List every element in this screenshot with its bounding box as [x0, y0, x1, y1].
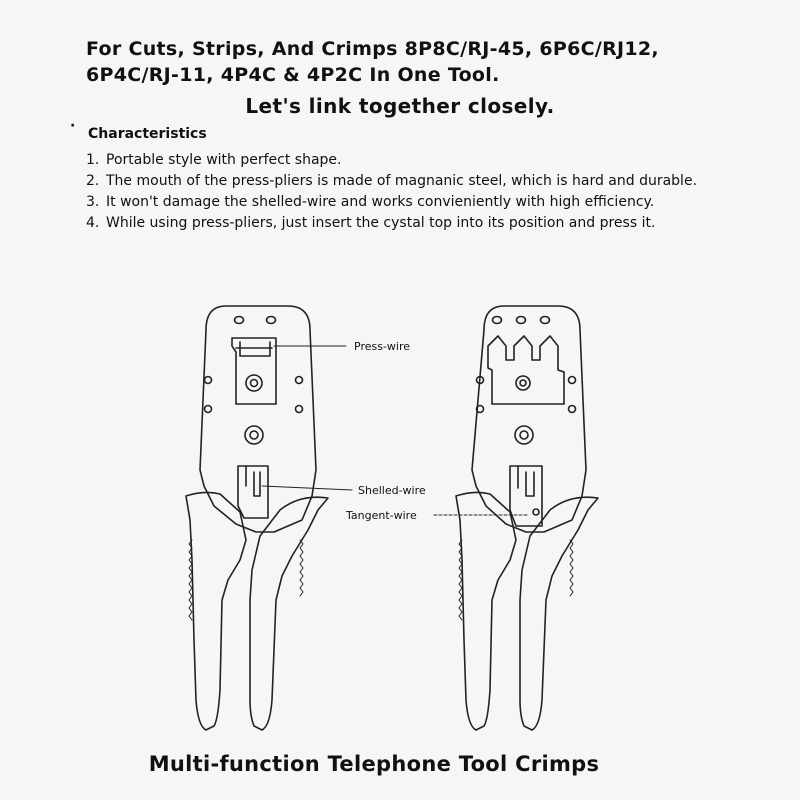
heading-line-1: For Cuts, Strips, And Crimps 8P8C/RJ-45, 6P6C/RJ12,: [86, 38, 659, 60]
left-tool-pivot: [246, 375, 262, 391]
left-tool-rivets: [205, 317, 303, 413]
left-tool-jaw-teeth: [236, 342, 272, 356]
tangent-wire-label: Tangent-wire: [346, 509, 417, 522]
right-tool-head-outline: [472, 306, 586, 532]
right-tool-die-profile: [488, 336, 564, 404]
item-text: While using press-pliers, just insert the cystal top into its position and press it.: [106, 215, 656, 231]
bullet-mark: ·: [70, 118, 76, 134]
right-tool-left-handle: [456, 492, 516, 730]
item-text: Portable style with perfect shape.: [106, 152, 342, 168]
right-tool-pivot-inner: [520, 380, 526, 386]
left-tool-pivot-inner: [251, 380, 258, 387]
characteristics-title: Characteristics: [88, 126, 207, 142]
item-number: 3.: [86, 194, 100, 210]
left-crimper-drawing: [186, 306, 328, 730]
right-tool-blade-screw: [533, 509, 539, 515]
right-tool-blade-block: [510, 466, 542, 526]
press-wire-label: Press-wire: [354, 340, 411, 353]
left-tool-grip-serration-right: [300, 540, 303, 596]
shelled-wire-label: Shelled-wire: [358, 484, 426, 497]
left-tool-head-outline: [200, 306, 316, 532]
left-tool-lower-pivot: [245, 426, 263, 444]
left-tool-left-handle: [186, 492, 246, 730]
heading-line-2: 6P4C/RJ-11, 4P4C & 4P2C In One Tool.: [86, 64, 500, 86]
right-tool-pivot: [516, 376, 530, 390]
item-text: The mouth of the press-pliers is made of magnanic steel, which is hard and durable.: [106, 173, 698, 189]
item-number: 1.: [86, 152, 100, 168]
item-number: 4.: [86, 215, 100, 231]
left-tool-blade-block: [238, 466, 268, 518]
right-tool-lower-pivot: [515, 426, 533, 444]
shelled-wire-leader: [262, 486, 352, 490]
left-tool-lower-pivot-inner: [250, 431, 258, 439]
right-crimper-drawing: [456, 306, 598, 730]
tagline: Let's link together closely.: [245, 94, 555, 118]
right-tool-lower-pivot-inner: [520, 431, 528, 439]
right-tool-grip-serration-right: [570, 540, 573, 596]
footer-title: Multi-function Telephone Tool Crimps: [148, 752, 600, 776]
item-text: It won't damage the shelled-wire and works convieniently with high efficiency.: [106, 194, 655, 210]
item-number: 2.: [86, 173, 100, 189]
